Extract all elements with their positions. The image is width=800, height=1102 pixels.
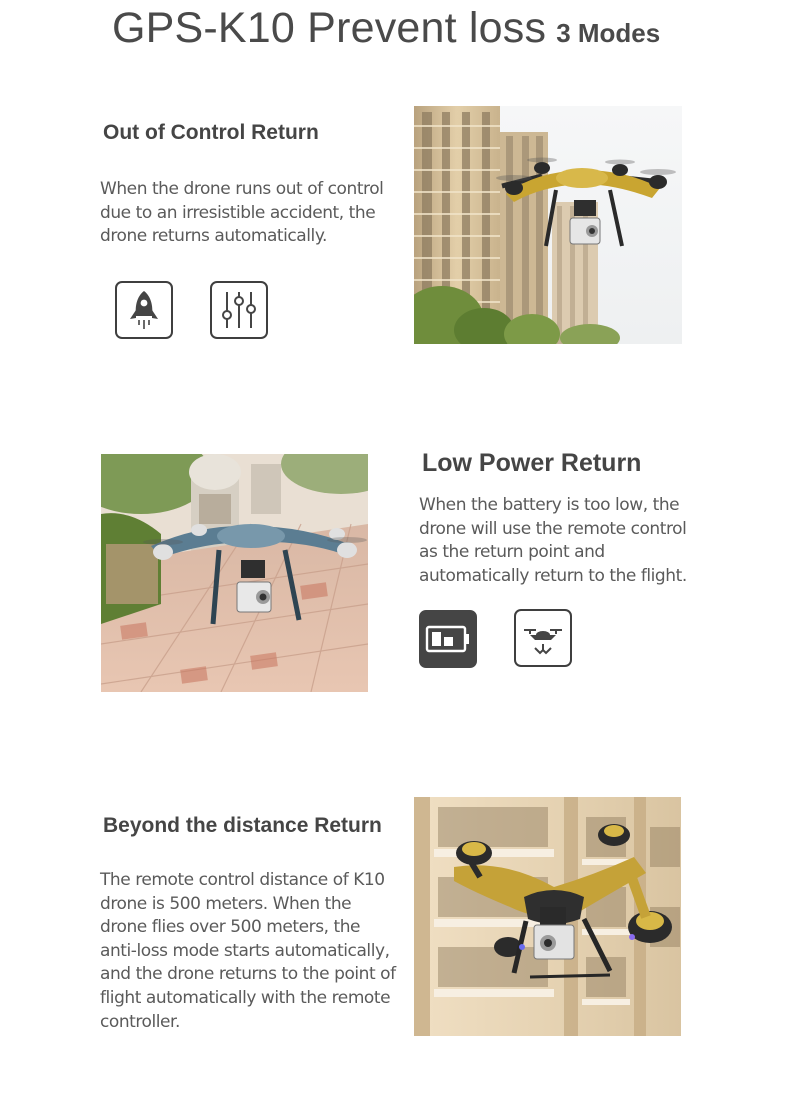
section-title-low-power: Low Power Return — [422, 449, 642, 477]
section-title-out-of-control: Out of Control Return — [103, 121, 319, 144]
section-desc-low-power: When the battery is too low, the drone will use the remote control as the return point and automatically return to the flight. — [419, 495, 687, 586]
sliders-icon — [210, 281, 268, 339]
rocket-icon — [115, 281, 173, 339]
drone-over-plaza-photo — [101, 454, 368, 692]
drone-near-tower-photo — [414, 106, 682, 344]
page-title: GPS-K10 Prevent loss — [112, 4, 547, 52]
section-title-beyond-distance: Beyond the distance Return — [103, 814, 382, 837]
drone-landing-icon — [514, 609, 572, 667]
battery-low-icon — [419, 610, 477, 668]
section-desc-beyond-distance: The remote control distance of K10 drone is 500 meters. When the drone flies over 500 meters, the anti-loss mode starts automatically, and the drone returns to the point of flight automatically with the remote controller. — [100, 870, 396, 1032]
page-subtitle: 3 Modes — [556, 18, 661, 48]
section-desc-out-of-control: When the drone runs out of control due to an irresistible accident, the drone returns automatically. — [100, 179, 384, 247]
page-header — [112, 4, 752, 53]
drone-closeup-photo — [414, 797, 681, 1036]
